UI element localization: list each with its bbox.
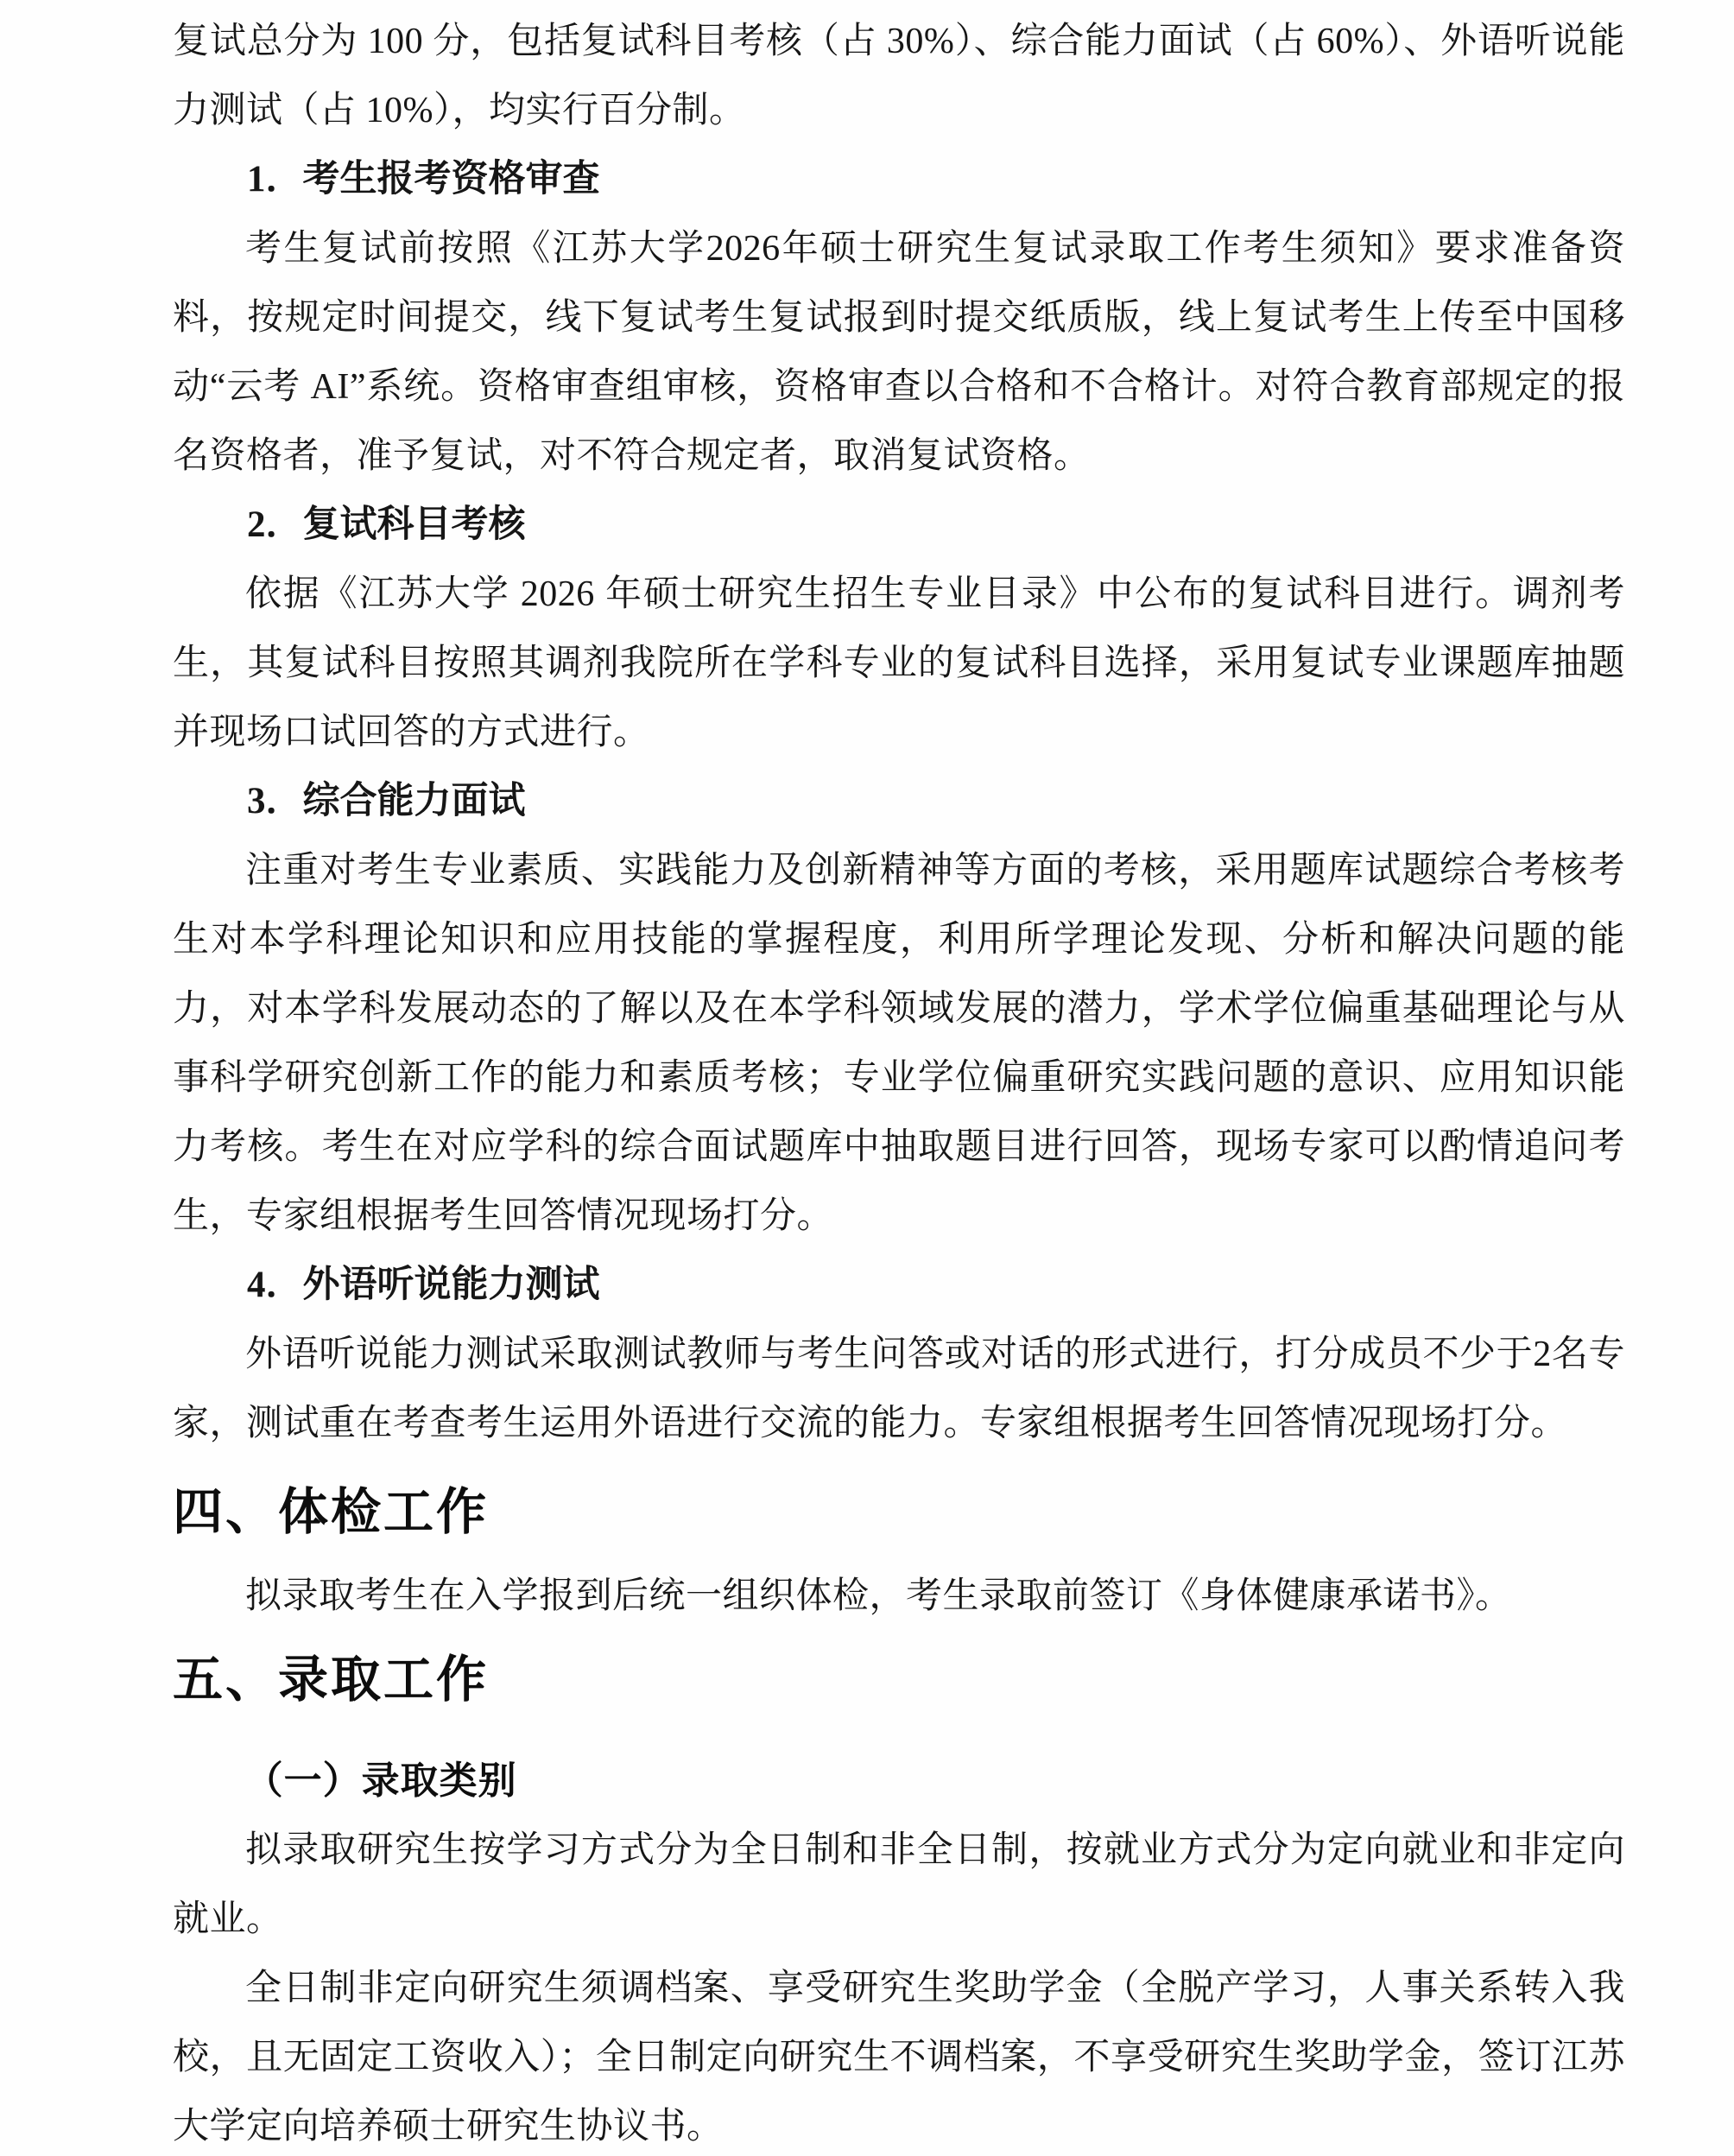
para-physical-exam: 拟录取考生在入学报到后统一组织体检，考生录取前签订《身体健康承诺书》。	[245, 1576, 1512, 1616]
para-archives-and-scholarship: 全日制非定向研究生须调档案、享受研究生奖助学金（全脱产学习，人事关系转入我校，且无固定工资收入）；全日制定向研究生不调档案，不享受研究生奖助学金，签订江苏大学定向培养硕士研究生协议书。	[173, 1969, 1625, 2146]
heading-3-comprehensive-interview: 3．综合能力面试	[247, 781, 526, 821]
para-admission-category: 拟录取研究生按学习方式分为全日制和非全日制，按就业方式分为定向就业和非定向就业。	[173, 1830, 1625, 1939]
subheading-admission-category: （一）录取类别	[244, 1760, 517, 1802]
section-heading-physical-exam: 四、体检工作	[173, 1484, 490, 1540]
section-heading-admission: 五、录取工作	[173, 1652, 490, 1708]
para-comprehensive-interview: 注重对考生专业素质、实践能力及创新精神等方面的考核，采用题库试题综合考核考生对本学科理论知识和应用技能的掌握程度，利用所学理论发现、分析和解决问题的能力，对本学科发展动态的了解以及在本学科领域发展的潜力，学术学位偏重基础理论与从事科学研究创新工作的能力和素质考核；专业学位偏重研究实践问题的意识、应用知识能力考核。考生在对应学科的综合面试题库中抽取题目进行回答，现场专家可以酌情追问考生，专家组根据考生回答情况现场打分。	[173, 851, 1625, 1236]
heading-2-subject-assessment: 2．复试科目考核	[247, 504, 526, 545]
para-qualification-review: 考生复试前按照《江苏大学2026年硕士研究生复试录取工作考生须知》要求准备资料，按规定时间提交，线下复试考生复试报到时提交纸质版，线上复试考生上传至中国移动“云考 AI”系统。资格审查组审核，资格审查以合格和不合格计。对符合教育部规定的报名资格者，准予复试，对不符合规定者，取消复试资格。	[173, 229, 1625, 476]
para-foreign-language-test: 外语听说能力测试采取测试教师与考生问答或对话的形式进行，打分成员不少于2名专家，测试重在考查考生运用外语进行交流的能力。专家组根据考生回答情况现场打分。	[173, 1335, 1625, 1443]
heading-1-qualification-review: 1．考生报考资格审查	[247, 159, 600, 200]
para-recheck-total-score: 复试总分为 100 分，包括复试科目考核（占 30%）、综合能力面试（占 60%）、外语听说能力测试（占 10%），均实行百分制。	[173, 22, 1625, 130]
para-subject-assessment: 依据《江苏大学 2026 年硕士研究生招生专业目录》中公布的复试科目进行。调剂考生，其复试科目按照其调剂我院所在学科专业的复试科目选择，采用复试专业课题库抽题并现场口试回答的方式进行。	[173, 574, 1625, 752]
heading-4-foreign-language-test: 4．外语听说能力测试	[247, 1265, 600, 1305]
